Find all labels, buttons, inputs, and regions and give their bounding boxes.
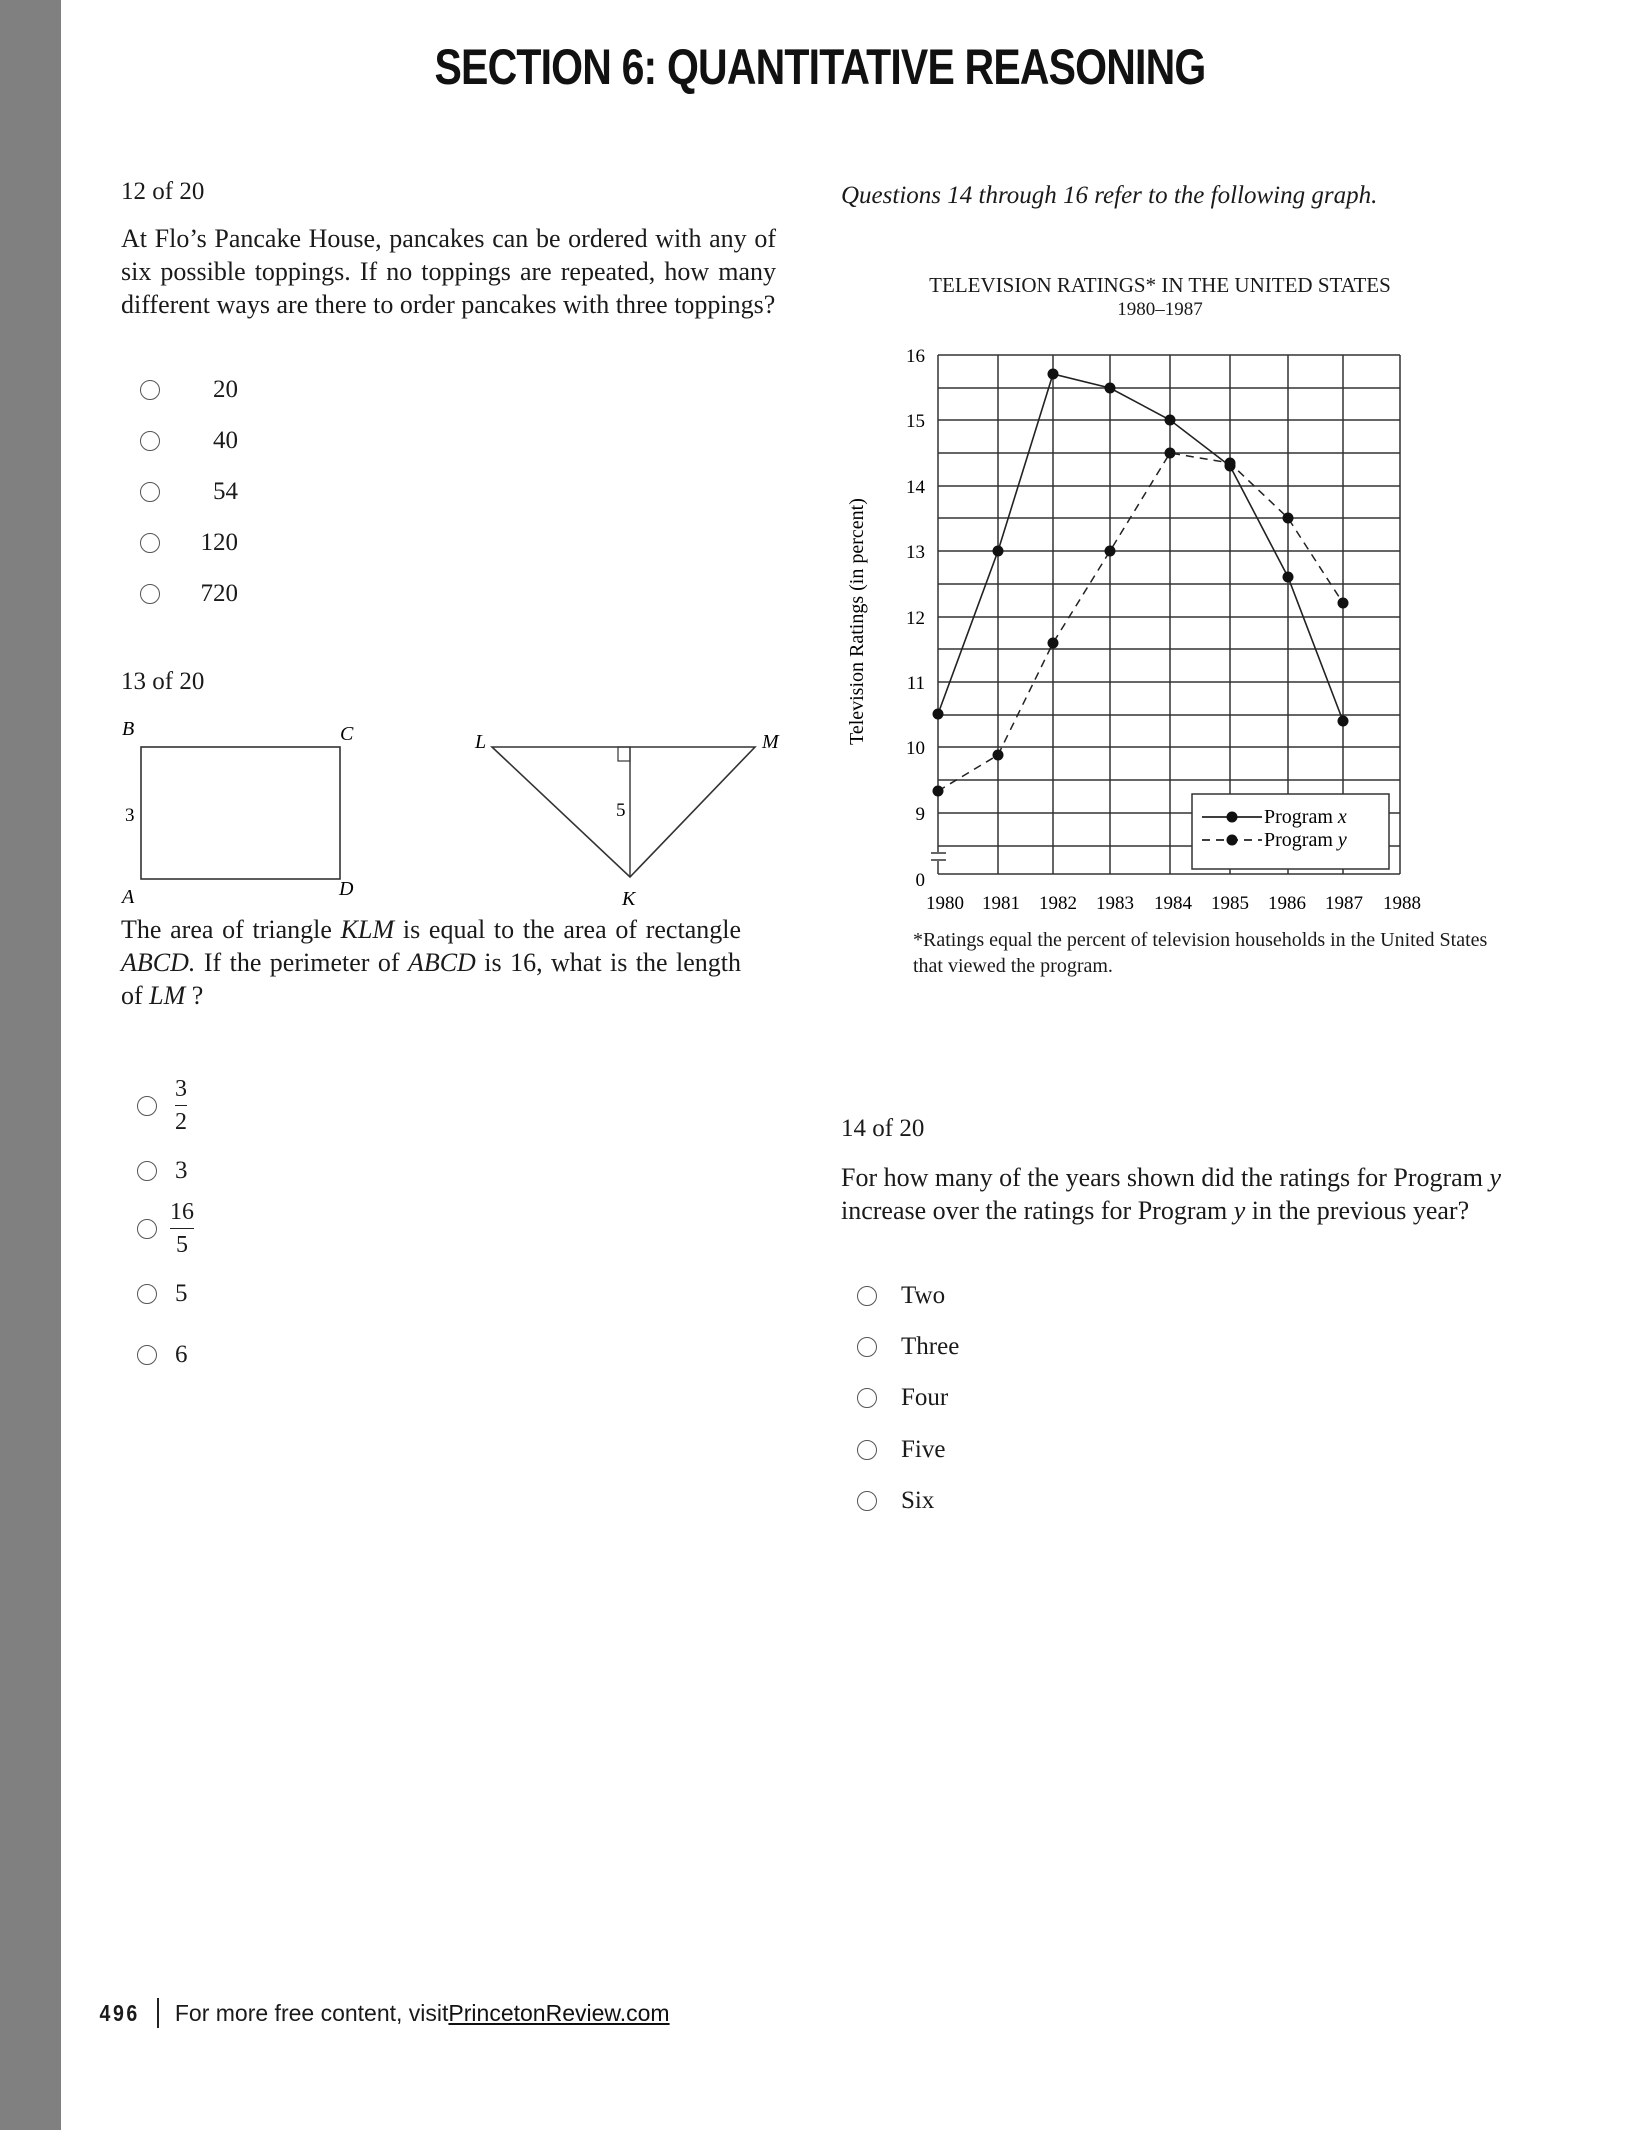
y-axis-label: Television Ratings (in percent) [846,498,868,745]
q13-option-b[interactable] [137,1157,188,1185]
question-13-figure [110,705,810,915]
line-chart [840,340,1460,920]
q13-var-klm: KLM [340,915,395,944]
q12-option-c-label: 54 [213,478,238,505]
q14-option-b-label: Three [901,1333,960,1360]
question-13-text [121,913,741,1012]
radio-button-icon[interactable] [857,1337,877,1357]
q14-option-d[interactable] [857,1436,945,1464]
q14-option-a-label: Two [901,1282,946,1309]
q14-option-b[interactable] [857,1333,959,1361]
q14-var-y: y [1489,1163,1501,1192]
radio-button-icon[interactable] [140,431,160,451]
chart-footnote: *Ratings equal the percent of television households in the United States that viewed the program. [913,929,1488,977]
radio-button-icon[interactable] [140,533,160,553]
q12-option-c[interactable] [140,478,238,506]
label-a: A [122,886,135,908]
y-tick: 11 [906,673,925,694]
q14-text-part: For how many of the years shown did the ratings for Program [841,1163,1490,1192]
q14-option-e-label: Six [901,1487,935,1514]
label-d: D [339,878,354,900]
legend-label-program-y: Program y [1264,829,1347,851]
radio-button-icon[interactable] [857,1491,877,1511]
q14-option-a[interactable] [857,1282,945,1310]
q13-option-d-label: 5 [175,1280,188,1307]
question-13-number: 13 of 20 [121,668,205,695]
label-k: K [622,888,636,910]
q14-var-y: y [1233,1196,1246,1225]
q13-option-d[interactable] [137,1280,188,1308]
q14-option-c-label: Four [901,1384,949,1411]
q12-option-d-label: 120 [200,529,238,556]
q13-var-abcd: ABCD. [121,948,196,977]
x-tick: 1982 [1039,893,1077,914]
x-tick: 1986 [1268,893,1306,914]
page-title: SECTION 6: QUANTITATIVE REASONING [434,39,1206,95]
q13-option-a[interactable] [137,1075,187,1136]
page-number: 496 [99,1999,140,2026]
q12-option-b-label: 40 [213,427,238,454]
q12-option-b[interactable] [140,427,238,455]
q13-option-e-label: 6 [175,1341,188,1368]
q14-text-part: increase over the ratings for Program [841,1196,1234,1225]
y-tick: 10 [906,738,925,759]
q13-option-b-label: 3 [175,1157,188,1184]
q12-option-d[interactable] [140,529,238,557]
q13-text-part: is equal to the area of rectangle [394,915,741,944]
q12-option-e-label: 720 [200,580,238,607]
y-tick: 16 [906,346,925,367]
x-tick-labels [926,893,1421,914]
label-l: L [475,731,487,753]
page-side-bar [0,0,61,2130]
radio-button-icon[interactable] [857,1286,877,1306]
right-angle-marker-icon [618,747,630,761]
fraction-numerator: 3 [175,1076,187,1102]
radio-button-icon[interactable] [137,1096,157,1116]
question-12-number: 12 of 20 [121,178,205,205]
y-tick: 14 [906,477,925,498]
q13-var-abcd: ABCD [407,948,476,977]
q13-text-part: is 16, what is the length of [121,948,741,1010]
x-tick: 1988 [1383,893,1421,914]
y-tick: 12 [906,608,925,629]
chart-legend [1192,794,1389,869]
q12-option-e[interactable] [140,580,238,608]
label-height-5: 5 [616,800,626,821]
x-tick: 1987 [1325,893,1363,914]
q12-option-a-label: 20 [213,376,238,403]
footer-divider [157,1998,159,2028]
chart-subtitle: 1980–1987 [1117,299,1203,320]
q13-text-part: The area of triangle [121,915,341,944]
question-12-text: At Flo’s Pancake House, pancakes can be ordered with any of six possible toppings. If no toppings are repeated, how many different ways are there to order pancakes with three toppings? [121,224,776,319]
radio-button-icon[interactable] [140,482,160,502]
series-program-y-points [933,448,1349,797]
princeton-review-link[interactable]: PrincetonReview.com [448,1999,670,2026]
rectangle-abcd [141,747,340,879]
radio-button-icon[interactable] [137,1219,157,1239]
q13-option-a-fraction [175,1075,187,1136]
y-tick-labels [906,346,926,891]
axis-break-icon [930,852,946,861]
q13-text-part: ? [185,981,204,1010]
questions-14-16-intro: Questions 14 through 16 refer to the following graph. [841,182,1378,209]
label-b: B [122,718,135,740]
q13-option-c[interactable] [137,1198,194,1259]
legend-label-program-x: Program x [1264,806,1347,828]
radio-button-icon[interactable] [140,380,160,400]
series-program-x-points [933,369,1349,727]
q13-text-part: If the perimeter of [195,948,408,977]
fraction-bar [175,1105,187,1106]
page-footer [96,1998,670,2028]
x-tick: 1980 [926,893,964,914]
x-tick: 1984 [1154,893,1192,914]
x-tick: 1981 [982,893,1020,914]
radio-button-icon[interactable] [137,1345,157,1365]
fraction-bar [170,1228,194,1229]
q14-text-part: in the previous year? [1245,1196,1470,1225]
y-tick: 15 [906,411,925,432]
q12-option-a[interactable] [140,376,238,404]
y-tick: 9 [915,804,925,825]
label-c: C [340,723,354,745]
q13-var-lm: LM [149,981,186,1010]
radio-button-icon[interactable] [137,1284,157,1304]
y-tick: 13 [906,542,925,563]
q14-option-c[interactable] [857,1384,948,1412]
q14-option-d-label: Five [901,1436,946,1463]
question-14-text [841,1161,1501,1227]
label-side-3: 3 [125,805,135,826]
question-14-number: 14 of 20 [841,1115,925,1142]
x-tick: 1985 [1211,893,1249,914]
q13-option-e[interactable] [137,1341,188,1369]
footer-text: For more free content, visit [174,1999,449,2026]
radio-button-icon[interactable] [857,1388,877,1408]
radio-button-icon[interactable] [857,1440,877,1460]
fraction-denominator: 2 [175,1109,187,1135]
label-m: M [762,731,779,753]
q14-option-e[interactable] [857,1487,934,1515]
chart-title: TELEVISION RATINGS* IN THE UNITED STATES [929,273,1391,297]
y-tick: 0 [915,870,925,891]
fraction-numerator: 16 [170,1199,194,1225]
fraction-denominator: 5 [176,1232,188,1258]
x-tick: 1983 [1096,893,1134,914]
radio-button-icon[interactable] [137,1161,157,1181]
q13-option-c-fraction [170,1198,194,1259]
radio-button-icon[interactable] [140,584,160,604]
